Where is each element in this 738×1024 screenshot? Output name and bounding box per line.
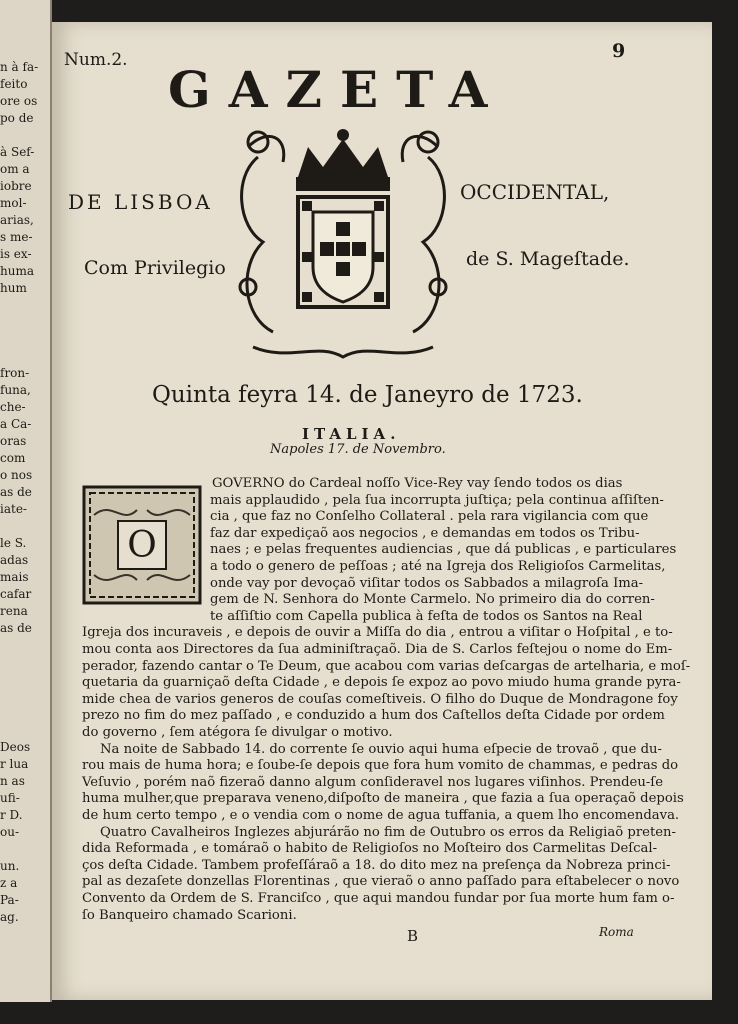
body-line: dida Reformada , e tomáraõ o habito de Religioſos no Moſteiro dos Carmelitas Deſcal- xyxy=(82,841,658,857)
facing-page-fragment: iate- xyxy=(0,502,27,516)
facing-page-fragment: iobre xyxy=(0,179,32,193)
body-line: cia , que faz no Conſelho Collateral . pela rara vigilancia com que xyxy=(210,509,649,525)
facing-page-fragment: s me- xyxy=(0,230,33,244)
issue-number: Num.2. xyxy=(64,50,128,70)
body-line: naes ; e pelas frequentes audiencias , que dá publicas , e particulares xyxy=(210,542,677,558)
facing-page-fragment: à Sef- xyxy=(0,145,35,159)
body-line: de hum certo tempo , e o vendia com o nome de agua tuffania, a quem lho encomendava. xyxy=(82,808,680,823)
section-subtitle: Napoles 17. de Novembro. xyxy=(270,442,446,457)
facing-page-fragment: oras xyxy=(0,434,27,448)
facing-page-fragment: ag. xyxy=(0,910,19,924)
facing-page-fragment: as de xyxy=(0,621,32,635)
body-line: huma mulher,que preparava veneno,diſpoſto de maneira , que fazia a ſua operaçaõ depois xyxy=(82,791,684,807)
facing-page-fragment: o nos xyxy=(0,468,33,482)
facing-page-fragment: adas xyxy=(0,553,29,567)
facing-page-fragment: mol- xyxy=(0,196,27,210)
body-line: quetaria da guarniçaõ deſta Cidade , e depois ſe expoz ao povo miudo huma grande pyra- xyxy=(82,675,681,691)
facing-page-fragment: is ex- xyxy=(0,247,32,261)
body-line: mais applaudido , pela ſua incorrupta juſtiça; pela continua aſſiſten- xyxy=(210,492,664,508)
facing-page-fragment: r D. xyxy=(0,808,23,822)
facing-page-fragment: com xyxy=(0,451,26,465)
catchword: Roma xyxy=(599,925,634,939)
dateline: Quinta feyra 14. de Janeyro de 1723. xyxy=(152,382,583,408)
masthead-left-motto: DE LISBOA xyxy=(68,190,213,214)
body-line: ſo Banqueiro chamado Scarioni. xyxy=(82,907,297,923)
facing-page-fragment: ufi- xyxy=(0,791,20,805)
body-line: ços deſta Cidade. Tambem profeſſáraõ a 18. do dito mez na preſença da Nobreza princi- xyxy=(82,857,671,873)
signature-mark: B xyxy=(407,927,419,945)
body-line: Veſuvio , porém naõ fizeraõ danno algum conſideravel nos lugares viſinhos. Prendeu-ſe xyxy=(82,774,663,790)
body-line: perador, fazendo cantar o Te Deum, que acabou com varias deſcargas de artelharia, e moſ- xyxy=(82,658,691,674)
facing-page-fragment: hum xyxy=(0,281,27,295)
body-line: GOVERNO do Cardeal noſſo Vice-Rey vay ſendo todos os dias xyxy=(212,476,623,491)
facing-page-fragment: r lua xyxy=(0,757,29,771)
facing-page-fragment: n à fa- xyxy=(0,60,39,74)
facing-page-fragment: z a xyxy=(0,876,18,890)
body-line: mide chea de varios generos de couſas comeſtiveis. O filho do Duque de Mondragone foy xyxy=(82,691,678,707)
gazette-page xyxy=(52,22,712,1000)
body-line: mou conta aos Directores da ſua adminiſtraçaõ. Dia de S. Carlos feſtejou o nome do Em- xyxy=(82,642,673,657)
body-line: Convento da Ordem de S. Franciſco , que aqui mandou fundar por ſua morte hum fam o- xyxy=(82,891,675,906)
body-line: Igreja dos incuraveis , e depois de ouvir a Miſſa do dia , entrou a viſitar o Hoſpital , e to- xyxy=(82,625,673,641)
decorated-initial-icon xyxy=(82,485,202,605)
facing-page-fragment: po de xyxy=(0,111,34,125)
privilege-right: de S. Mageſtade. xyxy=(466,248,630,270)
facing-page-fragment: a Ca- xyxy=(0,417,32,431)
facing-page-fragment: rena xyxy=(0,604,28,618)
page-number: 9 xyxy=(612,40,626,62)
masthead-title: GAZETA xyxy=(168,60,506,119)
facing-page-fragment: Deos xyxy=(0,740,31,754)
facing-page-fragment: n as xyxy=(0,774,25,788)
facing-page-fragment: Pa- xyxy=(0,893,19,907)
dropcap-letter: O xyxy=(127,525,157,566)
facing-page-fragment: cafar xyxy=(0,587,32,601)
body-line: Na noite de Sabbado 14. do corrente ſe ouvio aqui huma eſpecie de trovaõ , que du- xyxy=(100,741,662,757)
facing-page-fragment: che- xyxy=(0,400,26,414)
facing-page-fragment: funa, xyxy=(0,383,31,397)
facing-page-fragment: huma xyxy=(0,264,34,278)
body-line: gem de N. Senhora do Monte Carmelo. No primeiro dia do corren- xyxy=(210,592,655,608)
body-line: onde vay por devoçaõ viſitar todos os Sabbados a milagroſa Ima- xyxy=(210,575,644,591)
facing-page-fragment: le S. xyxy=(0,536,27,550)
body-line: prezo no fim do mez paſſado , e conduzido a hum dos Caſtellos deſta Cidade por ordem xyxy=(82,708,665,724)
body-line: pal as dezaſete donzellas Florentinas , que vieraõ o anno paſſado para eſtabelecer o novo xyxy=(82,874,680,890)
body-line: faz dar expediçaõ aos negocios , e demandas em todos os Tribu- xyxy=(210,525,640,541)
facing-page-fragment: un. xyxy=(0,859,20,873)
body-line: Quatro Cavalheiros Inglezes abjurárão no fim de Outubro os erros da Religiaõ preten- xyxy=(100,824,676,840)
masthead-right-motto: OCCIDENTAL, xyxy=(460,180,610,204)
body-line: a todo o genero de peſſoas ; até na Igreja dos Religioſos Carmelitas, xyxy=(210,559,666,574)
body-line: do governo , ſem atégora ſe divulgar o motivo. xyxy=(82,725,393,740)
section-title: ITALIA. xyxy=(302,425,401,443)
body-line: te aſſiſtio com Capella publica à feſta de todos os Santos na Real xyxy=(210,608,643,624)
facing-page-fragment: as de xyxy=(0,485,32,499)
facing-page-fragment: mais xyxy=(0,570,29,584)
body-line: rou mais de huma hora; e ſoube-ſe depois que fora hum vomito de chammas, e pedras do xyxy=(82,758,679,774)
royal-coat-of-arms-icon xyxy=(228,117,458,362)
facing-page-fragment: feito xyxy=(0,77,28,91)
privilege-left: Com Privilegio xyxy=(84,257,226,279)
facing-page-fragment: fron- xyxy=(0,366,30,380)
facing-page xyxy=(0,0,52,1002)
facing-page-fragment: ou- xyxy=(0,825,20,839)
facing-page-fragment: arias, xyxy=(0,213,34,227)
facing-page-fragment: ore os xyxy=(0,94,38,108)
facing-page-fragment: om a xyxy=(0,162,30,176)
